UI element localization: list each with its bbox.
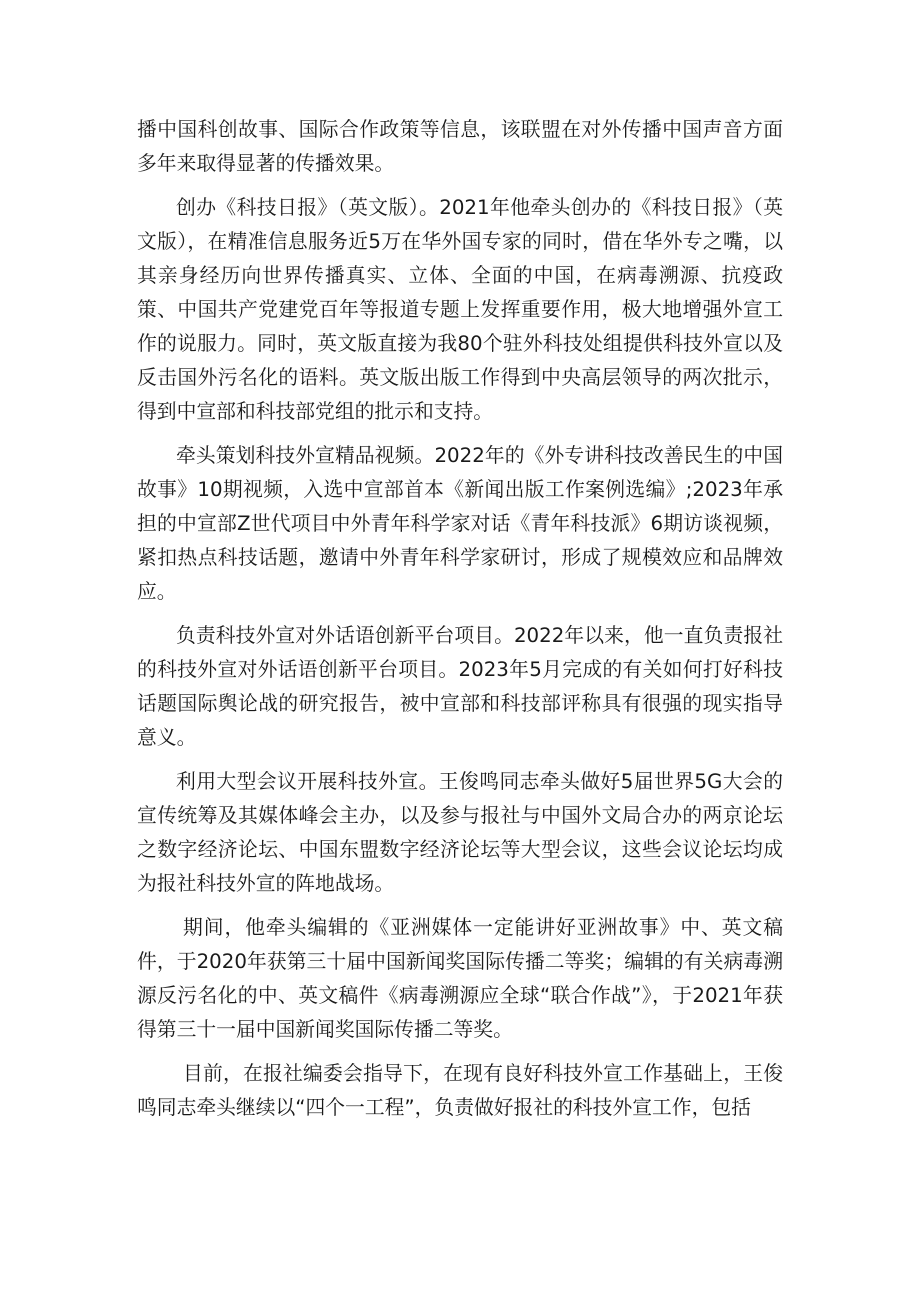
paragraph-continuation: 播中国科创故事、国际合作政策等信息，该联盟在对外传播中国声音方面多年来取得显著的传播效果。 xyxy=(137,118,783,175)
paragraph-conferences: 利用大型会议开展科技外宣。王俊鸣同志牵头做好5届世界5G大会的宣传统筹及其媒体峰会主办，以及参与报社与中国外文局合办的两京论坛之数字经济论坛、中国东盟数字经济论坛等大型会议，这些会议论坛均成为报社科技外宣的阵地战场。 xyxy=(137,770,783,895)
paragraph-awards: 期间，他牵头编辑的《亚洲媒体一定能讲好亚洲故事》中、英文稿件，于2020年获第三十届中国新闻奖国际传播二等奖；编辑的有关病毒溯源反污名化的中、英文稿件《病毒溯源应全球“联合作战”》，于2021年获得第三十一届中国新闻奖国际传播二等奖。 xyxy=(137,916,783,1041)
paragraph-discourse-platform: 负责科技外宣对外话语创新平台项目。2022年以来，他一直负责报社的科技外宣对外话语创新平台项目。2023年5月完成的有关如何打好科技话题国际舆论战的研究报告，被中宣部和科技部评称具有很强的现实指导意义。 xyxy=(137,624,783,749)
paragraph-video-projects: 牵头策划科技外宣精品视频。2022年的《外专讲科技改善民生的中国故事》10期视频，入选中宣部首本《新闻出版工作案例选编》;2023年承担的中宣部Z世代项目中外青年科学家对话《青年科技派》6期访谈视频，紧扣热点科技话题，邀请中外青年科学家研讨，形成了规模效应和品牌效应。 xyxy=(137,444,783,603)
paragraph-english-edition: 创办《科技日报》（英文版）。2021年他牵头创办的《科技日报》（英文版），在精准信息服务近5万在华外国专家的同时，借在华外专之嘴，以其亲身经历向世界传播真实、立体、全面的中国，在病毒溯源、抗疫政策、中国共产党建党百年等报道专题上发挥重要作用，极大地增强外宣工作的说服力。同时，英文版直接为我80个驻外科技处组提供科技外宣以及反击国外污名化的语料。英文版出版工作得到中央高层领导的两次批示，得到中宣部和科技部党组的批示和支持。 xyxy=(137,196,783,423)
document-body xyxy=(137,113,783,1135)
paragraph-current-work: 目前，在报社编委会指导下，在现有良好科技外宣工作基础上，王俊鸣同志牵头继续以“四个一工程”，负责做好报社的科技外宣工作，包括 xyxy=(137,1062,783,1119)
